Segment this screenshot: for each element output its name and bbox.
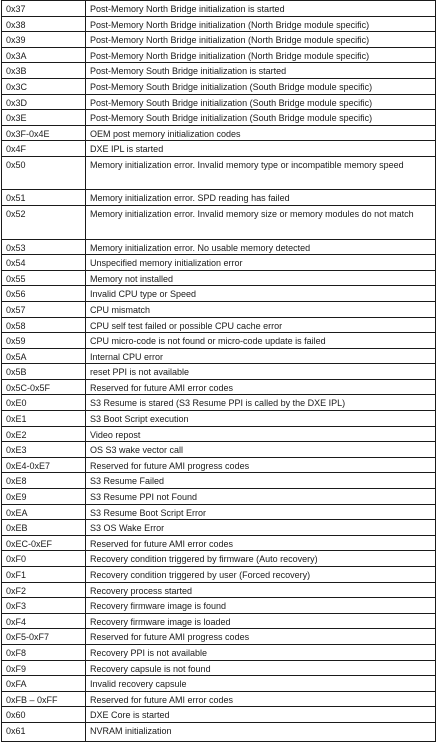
table-row: [2, 473, 436, 489]
code-cell: 0x57: [2, 301, 86, 317]
code-cell: 0x50: [2, 156, 86, 190]
code-cell: 0xF9: [2, 660, 86, 676]
code-cell: 0xE0: [2, 395, 86, 411]
table-row: [2, 110, 436, 126]
table-row: [2, 551, 436, 567]
code-cell: 0x51: [2, 190, 86, 206]
description-cell: Invalid CPU type or Speed: [86, 286, 436, 302]
code-cell: 0xF5-0xF7: [2, 629, 86, 645]
code-cell: 0xE4-0xE7: [2, 457, 86, 473]
code-cell: 0x60: [2, 707, 86, 723]
description-cell: S3 Resume is stared (S3 Resume PPI is called by the DXE IPL): [86, 395, 436, 411]
code-cell: 0x38: [2, 16, 86, 32]
code-cell: 0x5A: [2, 348, 86, 364]
description-cell: S3 Boot Script execution: [86, 411, 436, 427]
description-cell: Video repost: [86, 426, 436, 442]
table-row: [2, 190, 436, 206]
code-cell: 0x54: [2, 255, 86, 271]
table-row: [2, 47, 436, 63]
table-row: [2, 141, 436, 157]
description-cell: DXE IPL is started: [86, 141, 436, 157]
table-row: [2, 426, 436, 442]
table-row: [2, 16, 436, 32]
description-cell: Memory initialization error. Invalid memory size or memory modules do not match: [86, 206, 436, 240]
code-cell: 0xFB – 0xFF: [2, 691, 86, 707]
code-cell: 0x59: [2, 333, 86, 349]
description-cell: Post-Memory North Bridge initialization (North Bridge module specific): [86, 47, 436, 63]
table-row: [2, 348, 436, 364]
code-cell: 0x3D: [2, 94, 86, 110]
description-cell: Recovery firmware image is loaded: [86, 613, 436, 629]
table-row: [2, 395, 436, 411]
table-row: [2, 317, 436, 333]
table-row: [2, 582, 436, 598]
code-cell: 0x58: [2, 317, 86, 333]
table-row: [2, 660, 436, 676]
code-cell: 0xEC-0xEF: [2, 535, 86, 551]
description-cell: CPU micro-code is not found or micro-code update is failed: [86, 333, 436, 349]
description-cell: Recovery process started: [86, 582, 436, 598]
table-row: [2, 457, 436, 473]
description-cell: Reserved for future AMI error codes: [86, 535, 436, 551]
code-cell: 0x53: [2, 239, 86, 255]
description-cell: Reserved for future AMI error codes: [86, 691, 436, 707]
table-row: [2, 333, 436, 349]
description-cell: Memory initialization error. No usable memory detected: [86, 239, 436, 255]
table-row: [2, 239, 436, 255]
table-row: [2, 629, 436, 645]
description-cell: Memory not installed: [86, 270, 436, 286]
description-cell: Post-Memory North Bridge initialization is started: [86, 1, 436, 17]
table-row: [2, 520, 436, 536]
code-cell: 0xF2: [2, 582, 86, 598]
code-cell: 0x37: [2, 1, 86, 17]
code-cell: 0x5B: [2, 364, 86, 380]
description-cell: NVRAM initialization: [86, 722, 436, 741]
description-cell: Post-Memory South Bridge initialization (South Bridge module specific): [86, 78, 436, 94]
table-row: [2, 598, 436, 614]
code-cell: 0xE8: [2, 473, 86, 489]
table-row: [2, 94, 436, 110]
code-cell: 0xF0: [2, 551, 86, 567]
table-row: [2, 206, 436, 240]
table-row: [2, 78, 436, 94]
code-cell: 0xFA: [2, 676, 86, 692]
table-row: [2, 255, 436, 271]
code-cell: 0x61: [2, 722, 86, 741]
description-cell: CPU self test failed or possible CPU cache error: [86, 317, 436, 333]
table-row: [2, 125, 436, 141]
table-row: [2, 676, 436, 692]
table-row: [2, 489, 436, 505]
description-cell: Recovery condition triggered by user (Forced recovery): [86, 567, 436, 583]
description-cell: Post-Memory South Bridge initialization (South Bridge module specific): [86, 110, 436, 126]
table-row: [2, 63, 436, 79]
code-cell: 0x52: [2, 206, 86, 240]
table-row: [2, 156, 436, 190]
code-cell: 0xE9: [2, 489, 86, 505]
code-cell: 0x3B: [2, 63, 86, 79]
code-cell: 0xE2: [2, 426, 86, 442]
code-cell: 0x3C: [2, 78, 86, 94]
description-cell: Post-Memory North Bridge initialization (North Bridge module specific): [86, 32, 436, 48]
description-cell: S3 OS Wake Error: [86, 520, 436, 536]
description-cell: Reserved for future AMI progress codes: [86, 629, 436, 645]
description-cell: OEM post memory initialization codes: [86, 125, 436, 141]
code-cell: 0xF3: [2, 598, 86, 614]
description-cell: S3 Resume Failed: [86, 473, 436, 489]
description-cell: Memory initialization error. SPD reading has failed: [86, 190, 436, 206]
description-cell: Recovery condition triggered by firmware (Auto recovery): [86, 551, 436, 567]
code-cell: 0xEA: [2, 504, 86, 520]
code-cell: 0xF4: [2, 613, 86, 629]
table-row: [2, 286, 436, 302]
description-cell: Recovery firmware image is found: [86, 598, 436, 614]
table-row: [2, 32, 436, 48]
description-cell: Invalid recovery capsule: [86, 676, 436, 692]
table-row: [2, 1, 436, 17]
post-code-table-body: [2, 1, 436, 742]
description-cell: reset PPI is not available: [86, 364, 436, 380]
code-cell: 0x3A: [2, 47, 86, 63]
description-cell: S3 Resume PPI not Found: [86, 489, 436, 505]
description-cell: S3 Resume Boot Script Error: [86, 504, 436, 520]
code-cell: 0x4F: [2, 141, 86, 157]
description-cell: Post-Memory South Bridge initialization is started: [86, 63, 436, 79]
code-cell: 0x56: [2, 286, 86, 302]
post-code-table: [1, 0, 436, 742]
description-cell: OS S3 wake vector call: [86, 442, 436, 458]
table-row: [2, 613, 436, 629]
description-cell: Reserved for future AMI progress codes: [86, 457, 436, 473]
description-cell: Unspecified memory initialization error: [86, 255, 436, 271]
table-row: [2, 411, 436, 427]
description-cell: Post-Memory South Bridge initialization (South Bridge module specific): [86, 94, 436, 110]
description-cell: Recovery capsule is not found: [86, 660, 436, 676]
description-cell: Recovery PPI is not available: [86, 644, 436, 660]
code-cell: 0xE1: [2, 411, 86, 427]
table-row: [2, 707, 436, 723]
description-cell: CPU mismatch: [86, 301, 436, 317]
table-row: [2, 442, 436, 458]
code-cell: 0xE3: [2, 442, 86, 458]
table-row: [2, 270, 436, 286]
table-row: [2, 567, 436, 583]
table-row: [2, 301, 436, 317]
code-cell: 0xEB: [2, 520, 86, 536]
code-cell: 0x55: [2, 270, 86, 286]
table-row: [2, 535, 436, 551]
table-row: [2, 364, 436, 380]
table-row: [2, 691, 436, 707]
description-cell: DXE Core is started: [86, 707, 436, 723]
table-row: [2, 644, 436, 660]
table-row: [2, 379, 436, 395]
code-cell: 0x3E: [2, 110, 86, 126]
table-row: [2, 504, 436, 520]
description-cell: Post-Memory North Bridge initialization (North Bridge module specific): [86, 16, 436, 32]
code-cell: 0x39: [2, 32, 86, 48]
description-cell: Reserved for future AMI error codes: [86, 379, 436, 395]
code-cell: 0xF8: [2, 644, 86, 660]
code-cell: 0xF1: [2, 567, 86, 583]
description-cell: Internal CPU error: [86, 348, 436, 364]
code-cell: 0x3F-0x4E: [2, 125, 86, 141]
code-cell: 0x5C-0x5F: [2, 379, 86, 395]
description-cell: Memory initialization error. Invalid memory type or incompatible memory speed: [86, 156, 436, 190]
